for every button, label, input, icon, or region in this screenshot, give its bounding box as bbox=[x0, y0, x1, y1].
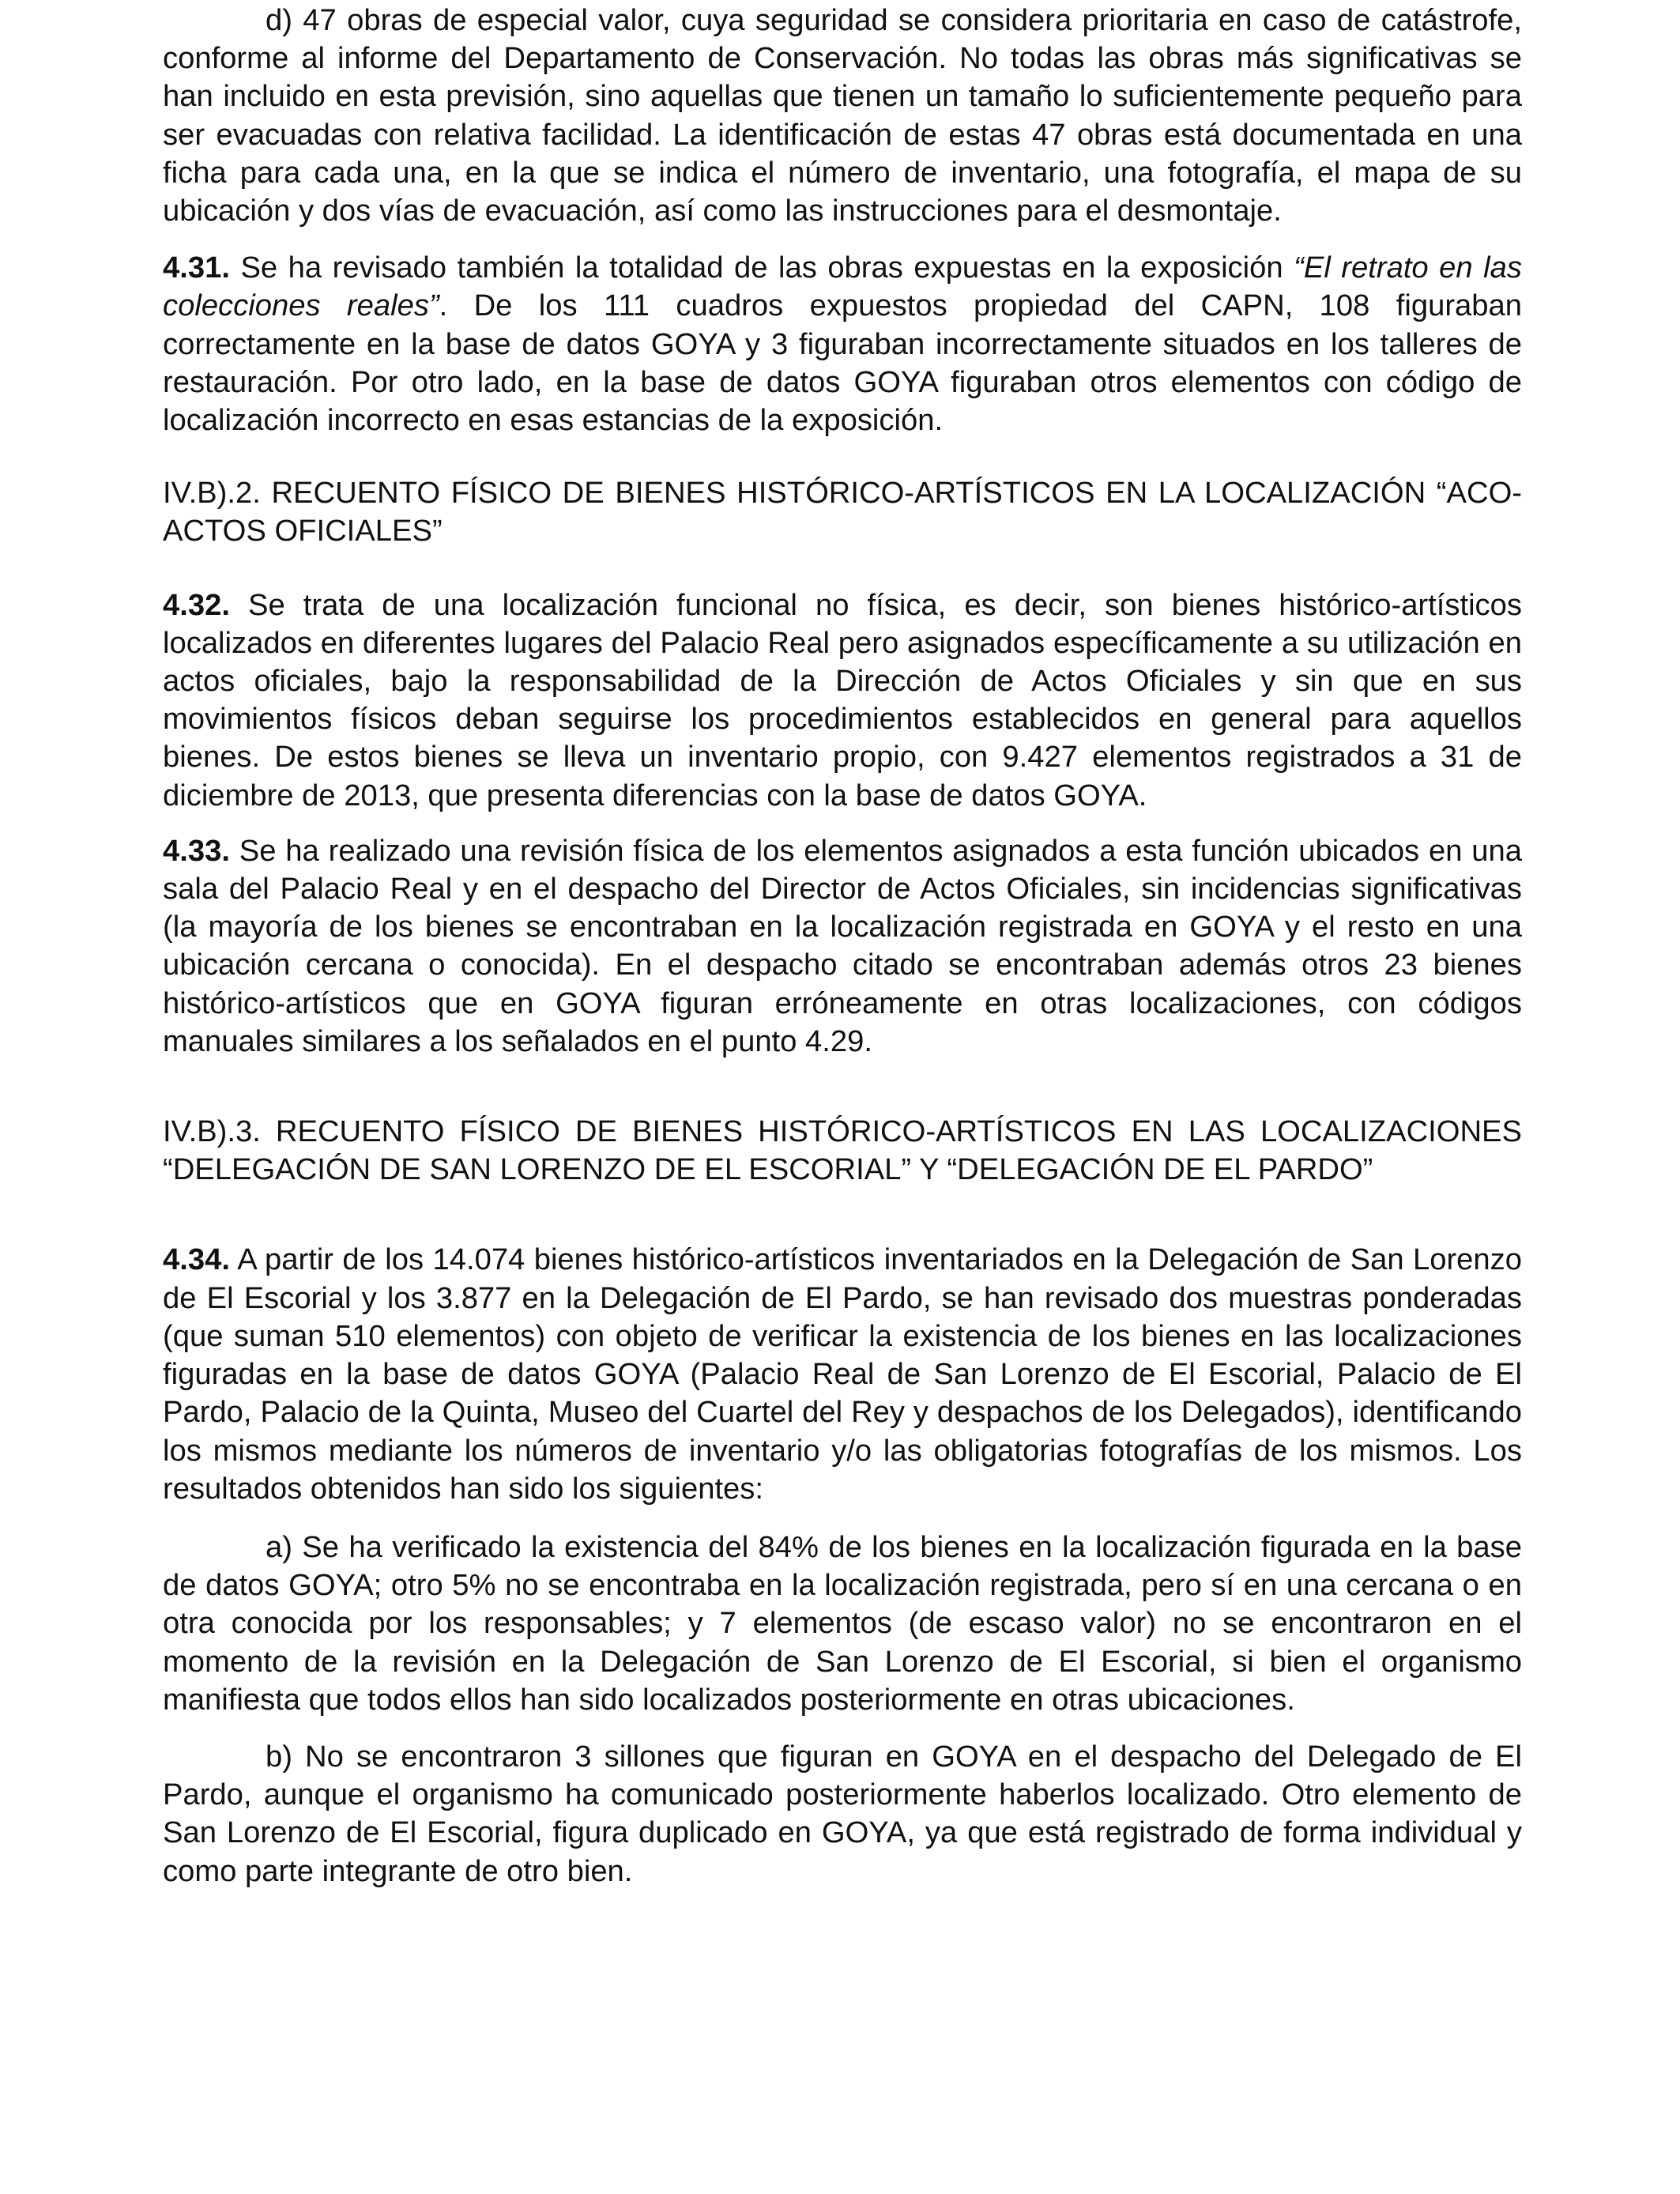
list-item-a bbox=[163, 1529, 1522, 1719]
paragraph-number: 4.31. bbox=[163, 251, 230, 285]
list-item-b-text: b) No se encontraron 3 sillones que figuran en GOYA en el despacho del Delegado de El Pardo, aunque el organismo ha comunicado posteriormente haberlos localizado. Otro elemento de San Lorenzo de El Escorial, figura duplicado en GOYA, ya que está registrado de forma individual y como parte integrante de otro bien. bbox=[163, 1739, 1522, 1888]
exhibition-title: “El retrato en las colecciones reales” bbox=[163, 251, 1522, 323]
document-page bbox=[163, 0, 1522, 1891]
paragraph-text: . De los 111 cuadros expuestos propiedad del CAPN, 108 figuraban correctamente en la base de datos GOYA y 3 figuraban incorrectamente situados en los talleres de restauración. Por otro lado, en la base de datos GOYA figuraban otros elementos con código de localización incorrecto en esas estancias de la exposición. bbox=[163, 288, 1522, 438]
paragraph-text: Se ha revisado también la totalidad de las obras expuestas en la exposición bbox=[229, 251, 1294, 285]
paragraph-text: Se trata de una localización funcional no física, es decir, son bienes histórico-artísticos localizados en diferentes lugares del Palacio Real pero asignados específicamente a su utilización en actos oficiales, bajo la responsabilidad de la Dirección de Actos Oficiales y sin que en sus movimientos físicos deban seguirse los procedimientos establecidos en general para aquellos bienes. De estos bienes se lleva un inventario propio, con 9.427 elementos registrados a 31 de diciembre de 2013, que presenta diferencias con la base de datos GOYA. bbox=[163, 587, 1522, 812]
list-item-d bbox=[163, 2, 1522, 230]
paragraph-4-34 bbox=[163, 1241, 1522, 1507]
list-item-b bbox=[163, 1738, 1522, 1891]
paragraph-text: A partir de los 14.074 bienes histórico-artísticos inventariados en la Delegación de San Lorenzo de El Escorial y los 3.877 en la Delegación de El Pardo, se han revisado dos muestras ponderadas (que suman 510 elementos) con objeto de verificar la existencia de los bienes en las localizaciones figuradas en la base de datos GOYA (Palacio Real de San Lorenzo de El Escorial, Palacio de El Pardo, Palacio de la Quinta, Museo del Cuartel del Rey y despachos de los Delegados), identificando los mismos mediante los números de inventario y/o las obligatorias fotografías de los mismos. Los resultados obtenidos han sido los siguientes: bbox=[163, 1242, 1522, 1506]
paragraph-4-33 bbox=[163, 832, 1522, 1061]
section-heading-b2 bbox=[163, 474, 1522, 550]
list-item-d-text: d) 47 obras de especial valor, cuya seguridad se considera prioritaria en caso de catástrofe, conforme al informe del Departamento de Conservación. No todas las obras más significativas se han incluido en esta previsión, sino aquellas que tienen un tamaño lo suficientemente pequeño para ser evacuadas con relativa facilidad. La identificación de estas 47 obras está documentada en una ficha para cada una, en la que se indica el número de inventario, una fotografía, el mapa de su ubicación y dos vías de evacuación, así como las instrucciones para el desmontaje. bbox=[163, 3, 1522, 228]
section-heading-text: IV.B).3. RECUENTO FÍSICO DE BIENES HISTÓRICO-ARTÍSTICOS EN LAS LOCALIZACIONES “DELEGACIÓN DE SAN LORENZO DE EL ESCORIAL” Y “DELEGACIÓN DE EL PARDO” bbox=[163, 1114, 1522, 1187]
section-heading-text: IV.B).2. RECUENTO FÍSICO DE BIENES HISTÓRICO-ARTÍSTICOS EN LA LOCALIZACIÓN “ACO-ACTOS OFICIALES” bbox=[163, 476, 1522, 548]
paragraph-4-32 bbox=[163, 586, 1522, 815]
paragraph-4-31 bbox=[163, 249, 1522, 439]
paragraph-text: Se ha realizado una revisión física de los elementos asignados a esta función ubicados en una sala del Palacio Real y en el despacho del Director de Actos Oficiales, sin incidencias significativas (la mayoría de los bienes se encontraban en la localización registrada en GOYA y el resto en una ubicación cercana o conocida). En el despacho citado se encontraban además otros 23 bienes histórico-artísticos que en GOYA figuran erróneamente en otras localizaciones, con códigos manuales similares a los señalados en el punto 4.29. bbox=[163, 833, 1522, 1058]
section-heading-b3 bbox=[163, 1113, 1522, 1189]
paragraph-number: 4.32. bbox=[163, 587, 230, 622]
paragraph-number: 4.34. bbox=[163, 1242, 230, 1277]
paragraph-number: 4.33. bbox=[163, 833, 230, 868]
list-item-a-text: a) Se ha verificado la existencia del 84% de los bienes en la localización figurada en la base de datos GOYA; otro 5% no se encontraba en la localización registrada, pero sí en una cercana o en otra conocida por los responsables; y 7 elementos (de escaso valor) no se encontraron en el momento de la revisión en la Delegación de San Lorenzo de El Escorial, si bien el organismo manifiesta que todos ellos han sido localizados posteriormente en otras ubicaciones. bbox=[163, 1529, 1522, 1717]
